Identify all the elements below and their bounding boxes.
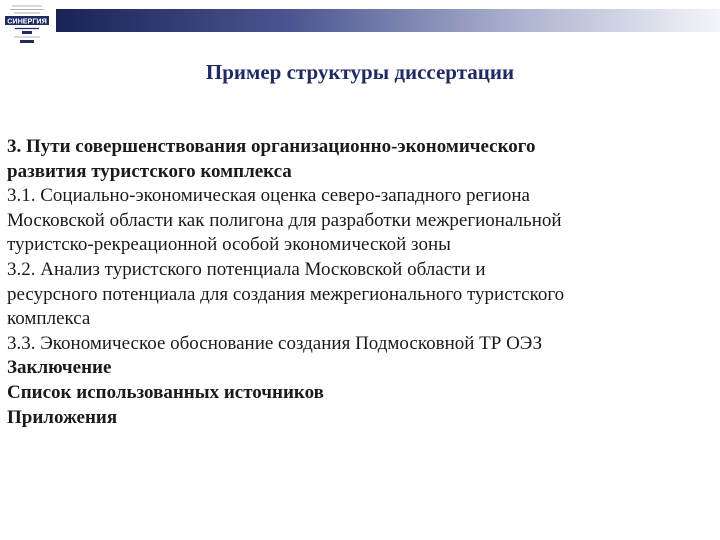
dissertation-outline (7, 135, 717, 430)
outline-line-references: Список использованных источников (7, 381, 324, 403)
outline-line-section-3-2-cont-2: комплекса (7, 308, 91, 330)
outline-line-chapter-3-cont: развития туристского комплекса (7, 160, 292, 182)
outline-line-section-3-1: 3.1. Социально-экономическая оценка северо-западного региона (7, 185, 530, 207)
sinergiya-crest-logo-icon (2, 2, 52, 46)
slide-title: Пример структуры диссертации (205, 60, 515, 84)
outline-line-section-3-2-cont: ресурсного потенциала для создания межрегионального туристского (7, 283, 565, 305)
outline-line-section-3-2: 3.2. Анализ туристского потенциала Московской области и (7, 258, 486, 280)
outline-line-section-3-3: 3.3. Экономическое обоснование создания Подмосковной ТР ОЭЗ (7, 332, 543, 354)
outline-line-chapter-3: 3. Пути совершенствования организационно-экономического (7, 136, 536, 157)
logo-brand-text: СИНЕРГИЯ (7, 16, 47, 26)
logo (2, 2, 52, 46)
outline-line-appendices: Приложения (7, 406, 118, 428)
header-gradient-bar (56, 9, 720, 32)
outline-line-section-3-1-cont-2: туристско-рекреационной особой экономической зоны (7, 234, 451, 256)
outline-line-conclusion: Заключение (7, 357, 112, 379)
outline-line-section-3-1-cont: Московской области как полигона для разработки межрегиональной (7, 209, 562, 231)
